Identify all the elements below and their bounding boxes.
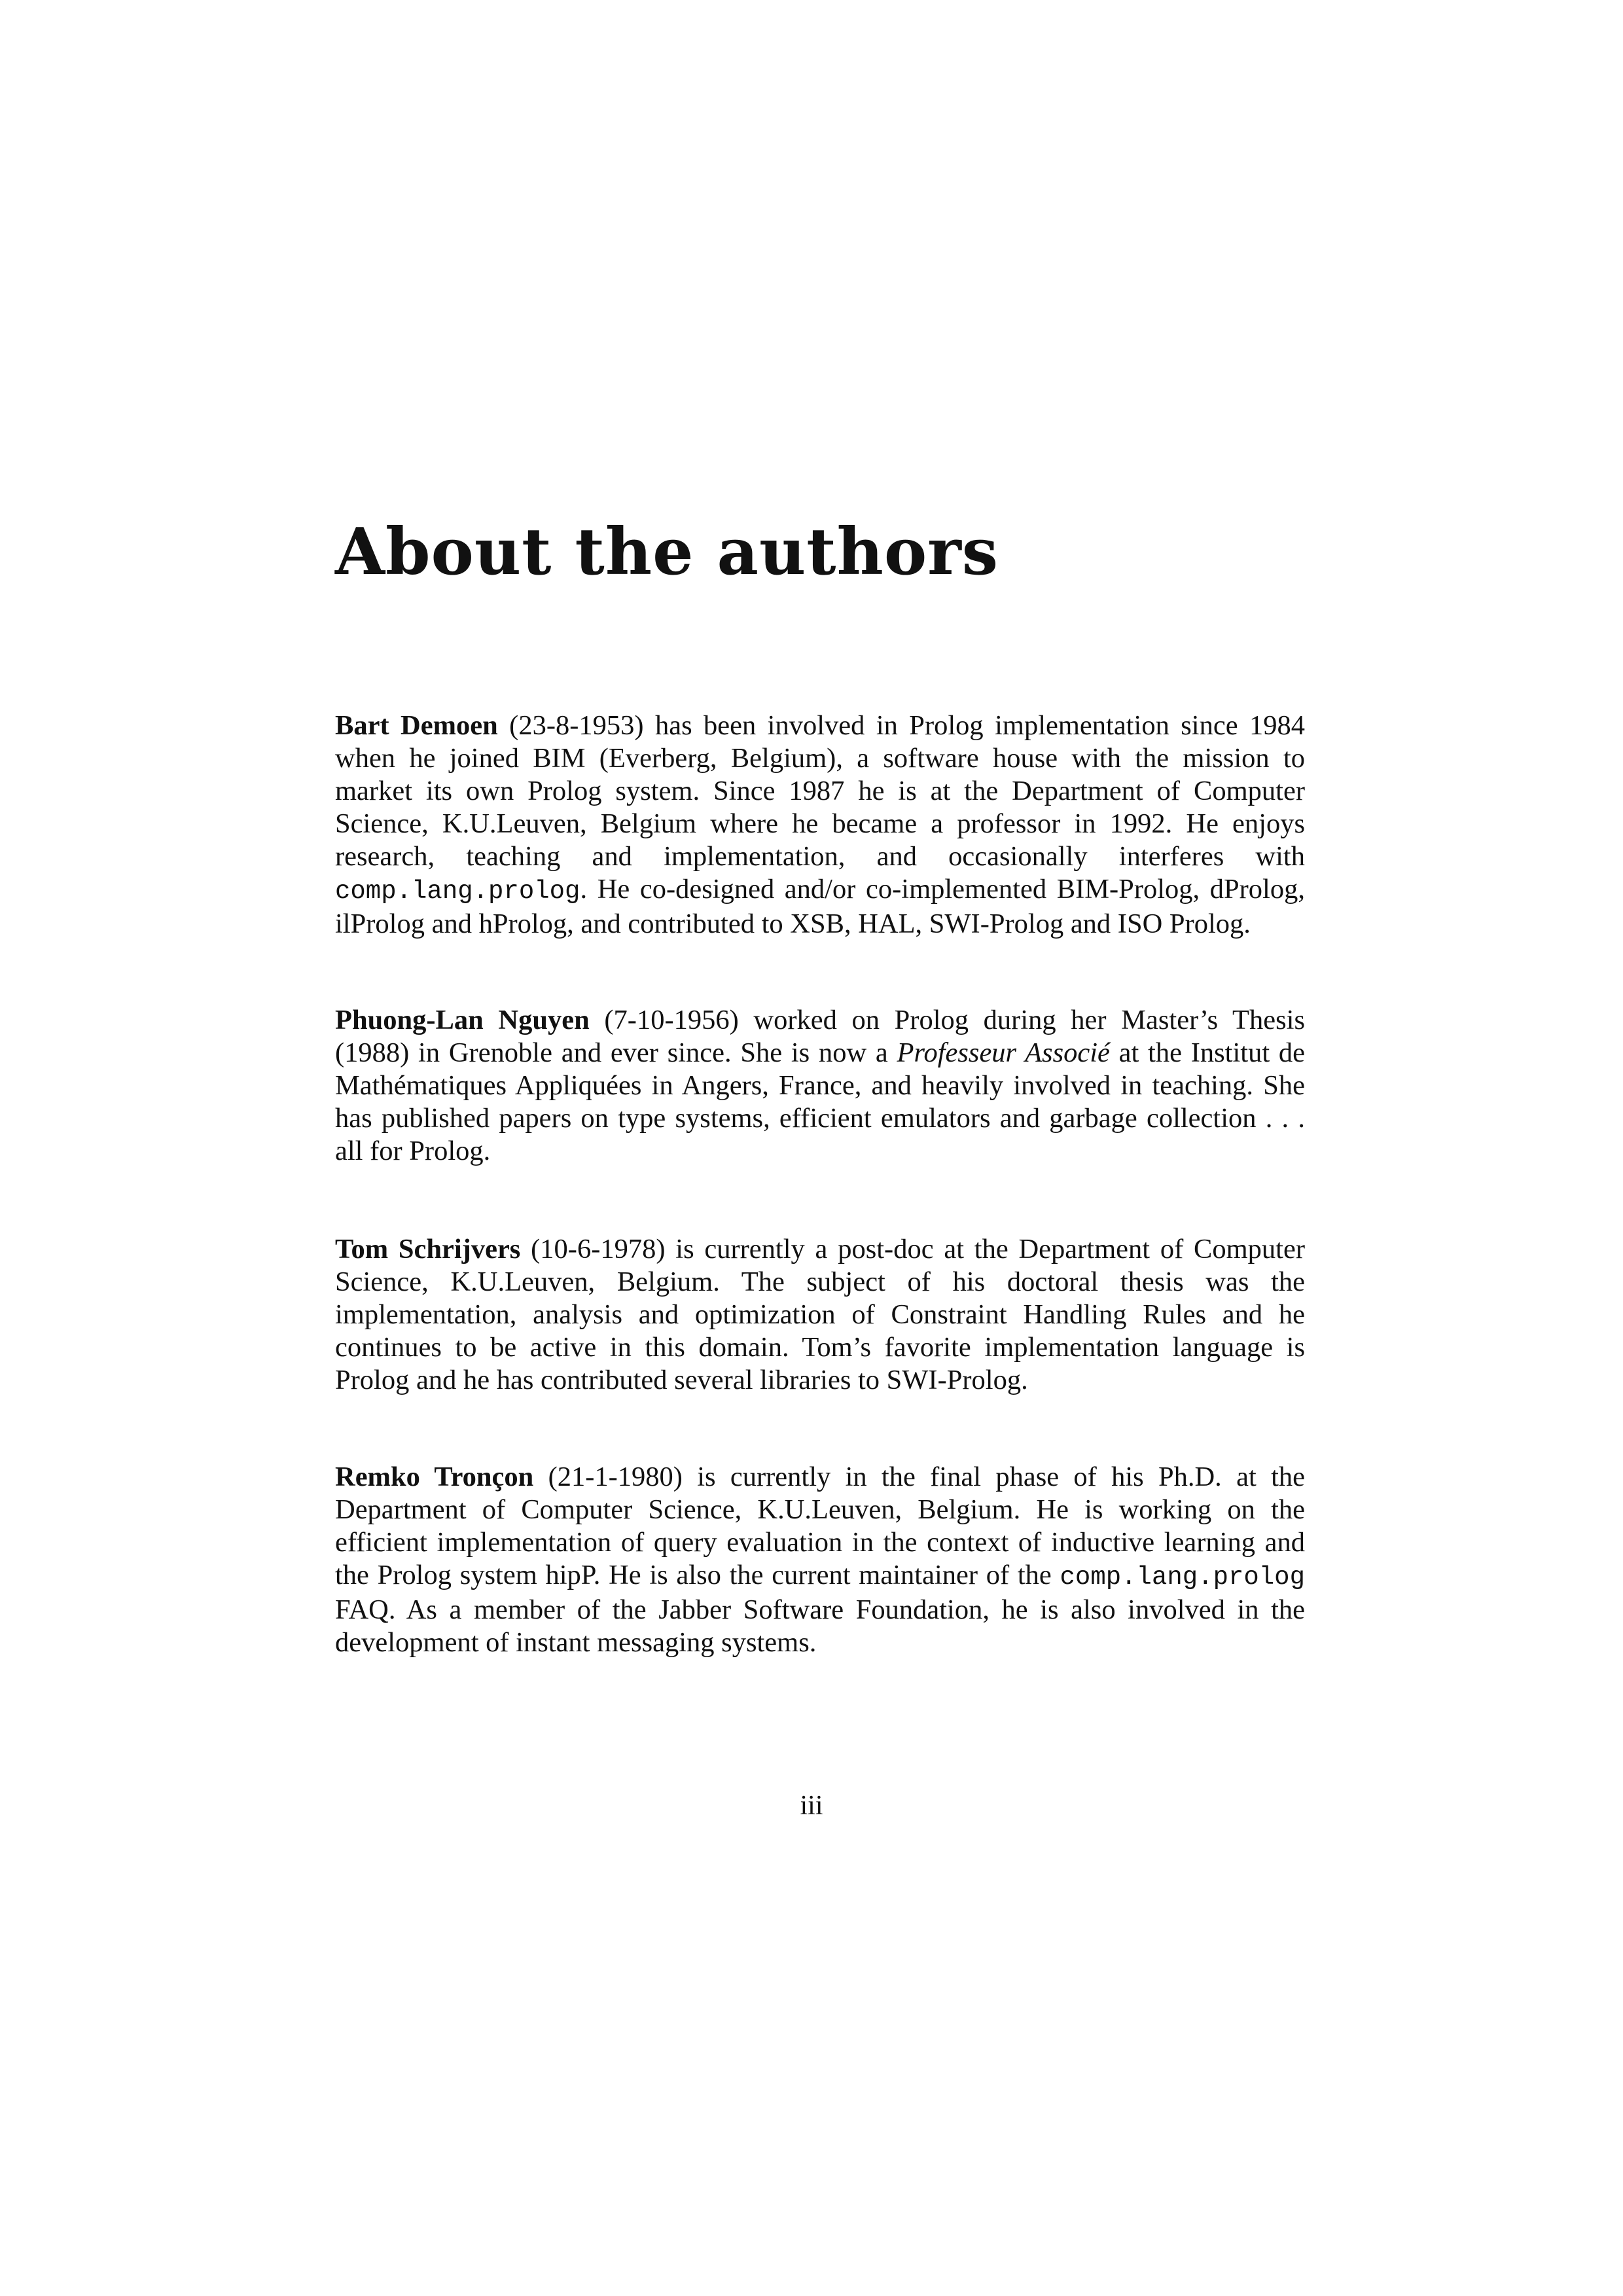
newsgroup-name: comp.lang.prolog <box>335 877 580 906</box>
author-bio-text: at the Institut de Mathématiques Appliquées in Angers, France, and heavily involved in teaching. She has published papers on type systems, efficient emulators and garbage collection . . . all for Prolog. <box>335 1037 1305 1166</box>
page-number: iii <box>800 1791 823 1821</box>
position-title: Professeur Associé <box>897 1037 1110 1068</box>
page-title: About the authors <box>335 514 999 590</box>
author-bio-text: (23-8-1953) has been involved in Prolog implementation since 1984 when he joined BIM (Everberg, Belgium), a software house with the mission to market its own Prolog system. Since 1987 he is at the Department of Computer Science, K.U.Leuven, Belgium where he became a professor in 1992. He enjoys research, teaching and implementation, and occasionally interferes with <box>335 710 1305 872</box>
author-name: Tom Schrijvers <box>335 1234 521 1265</box>
author-name: Remko Tronçon <box>335 1462 534 1492</box>
author-bio-bart-demoen <box>335 709 1305 941</box>
author-bio-text: . He co-designed and/or co-implemented BIM-Prolog, dProlog, ilProlog and hProlog, and contributed to XSB, HAL, SWI-Prolog and ISO Prolog. <box>335 874 1305 939</box>
newsgroup-name: comp.lang.prolog <box>1060 1563 1305 1592</box>
author-bio-phuong-lan-nguyen <box>335 1004 1305 1168</box>
author-name: Phuong-Lan Nguyen <box>335 1005 590 1035</box>
author-bio-text: (21-1-1980) is currently in the final phase of his Ph.D. at the Department of Computer Science, K.U.Leuven, Belgium. He is working on the efficient implementation of query evaluation in the context of inductive learning and the Prolog system hipP. He is also the current maintainer of the <box>335 1462 1305 1590</box>
author-name: Bart Demoen <box>335 710 498 741</box>
author-bio-text: (10-6-1978) is currently a post-doc at the Department of Computer Science, K.U.Leuven, Belgium. The subject of his doctoral thesis was the implementation, analysis and optimization of Constraint Handling Rules and he continues to be active in this domain. Tom’s favorite implementation language is Prolog and he has contributed several libraries to SWI-Prolog. <box>335 1234 1306 1395</box>
author-bio-tom-schrijvers <box>335 1233 1305 1397</box>
author-bio-text: (7-10-1956) worked on Prolog during her Master’s Thesis (1988) in Grenoble and ever since. She is now a <box>335 1005 1305 1068</box>
author-bio-remko-troncon <box>335 1461 1305 1659</box>
author-bio-text: FAQ. As a member of the Jabber Software Foundation, he is also involved in the development of instant messaging systems. <box>335 1594 1305 1658</box>
